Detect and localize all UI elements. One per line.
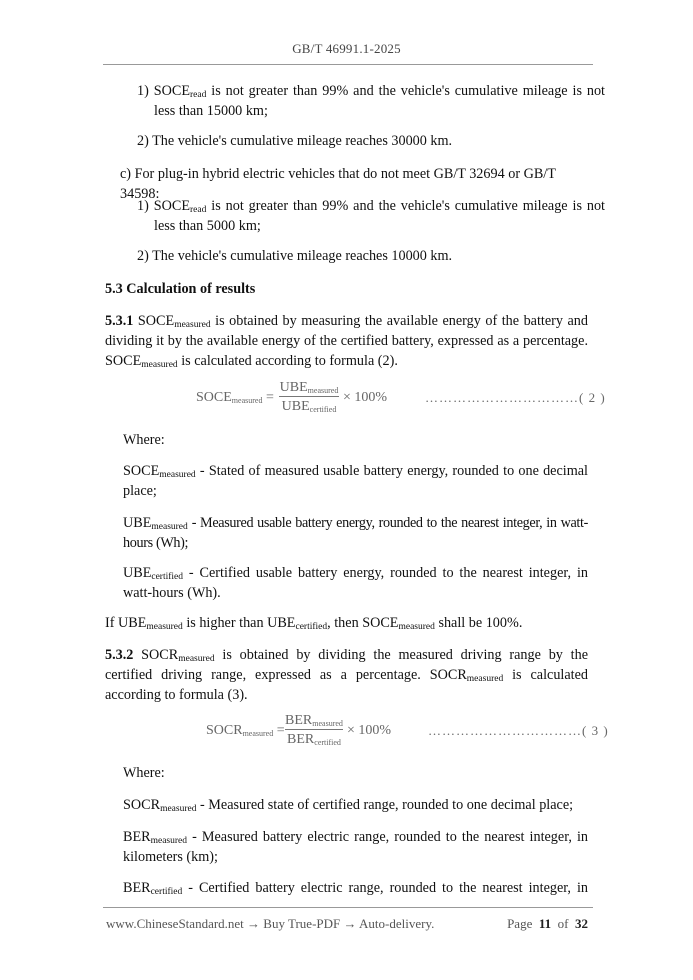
definition-ube-measured: $UBE_{measured}$ - Measured usable battery energy, rounded to the nearest integer, in watt-hours (Wh); xyxy=(123,515,588,551)
page-header: GB/T 46991.1-2025 xyxy=(292,41,401,56)
store-link[interactable]: www.ChineseStandard.net → Buy True-PDF → Auto-delivery. xyxy=(106,916,435,931)
definition-ber-certified: $BER_{certified}$ - Certified battery electric range, rounded to the nearest integer, in xyxy=(123,880,588,897)
formula-3: $SOCR_{measured}$ = $BER_{measured}$ $BER_{certified}$ × 100% ……………………………( 3 ) xyxy=(206,713,609,747)
paragraph-5-3-2: 5.3.2 $SOCR_{measured}$ is obtained by dividing the measured driving range by the certified driving range, expressed as a percentage. $SOCR_{measured}$ is calculated according to formula (3). xyxy=(105,647,589,703)
list-item-c2: 2) The vehicle's cumulative mileage reaches 10000 km. xyxy=(137,248,453,264)
definition-soce-measured: $SOCE_{measured}$ - Stated of measured usable battery energy, rounded to one decimal place; xyxy=(123,463,588,499)
where-label-1: Where: xyxy=(123,432,165,448)
formula-2: $SOCE_{measured}$ = $UBE_{measured}$ $UBE_{certified}$ × 100% ……………………………( 2 ) xyxy=(196,380,606,414)
list-item-b1: 1) $SOCE_{read}$ is not greater than 99% and the vehicle's cumulative mileage is not less than 15000 km; xyxy=(137,83,605,119)
list-item-c: c) For plug-in hybrid electric vehicles that do not meet GB/T 32694 or GB/T 34598: xyxy=(120,166,556,202)
section-heading-5-3: 5.3 Calculation of results xyxy=(105,281,256,297)
definition-ube-certified: $UBE_{certified}$ - Certified usable battery energy, rounded to the nearest integer, in watt-hours (Wh). xyxy=(123,565,588,601)
paragraph-5-3-1: 5.3.1 $SOCE_{measured}$ is obtained by measuring the available energy of the battery and dividing it by the available energy of the certified battery, expressed as a percentage. $SOCE_{measured}$ is calculated according to formula (2). xyxy=(105,313,588,370)
formula-2-number: ……………………………( 2 ) xyxy=(425,390,606,405)
page-indicator: Page 11 of 32 xyxy=(507,916,588,931)
footer-divider xyxy=(103,907,593,908)
where-label-2: Where: xyxy=(123,765,165,781)
definition-ber-measured: $BER_{measured}$ - Measured battery electric range, rounded to the nearest integer, in kilometers (km); xyxy=(123,829,588,865)
page-footer xyxy=(106,914,588,934)
list-item-b2: 2) The vehicle's cumulative mileage reaches 30000 km. xyxy=(137,133,453,149)
formula-3-number: ……………………………( 3 ) xyxy=(428,723,609,738)
condition-sentence: If $UBE_{measured}$ is higher than $UBE_{certified}$, then $SOCE_{measured}$ shall be 100%. xyxy=(105,615,523,632)
list-item-c1: 1) $SOCE_{read}$ is not greater than 99% and the vehicle's cumulative mileage is not less than 5000 km; xyxy=(137,198,605,234)
definition-socr-measured: $SOCR_{measured}$ - Measured state of certified range, rounded to one decimal place; xyxy=(123,797,574,814)
